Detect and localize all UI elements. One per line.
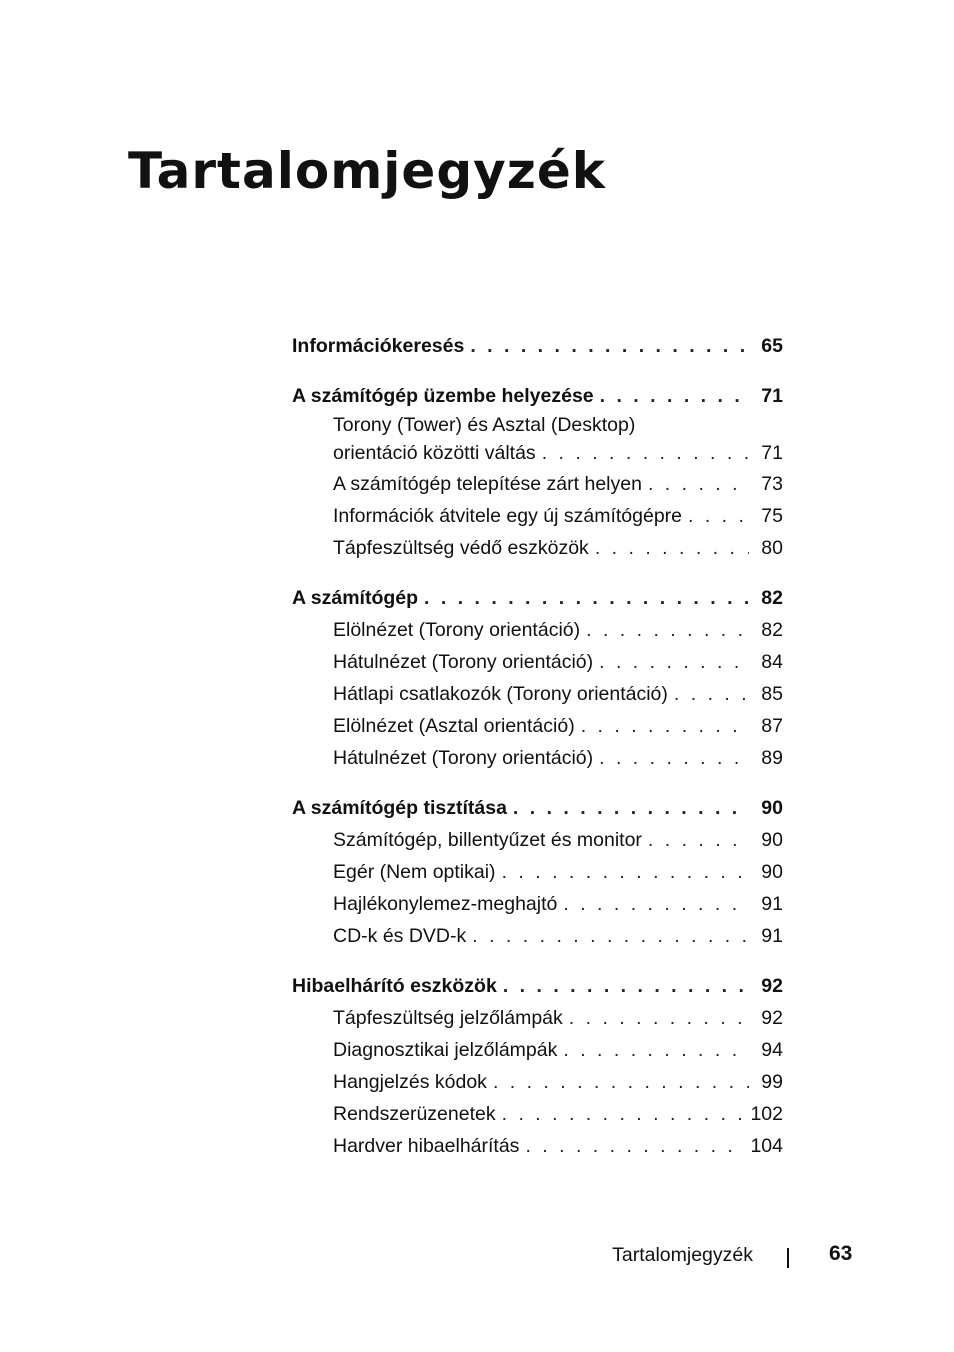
dot-leader [688,500,749,532]
toc-subentry[interactable] [292,532,783,564]
dot-leader [502,1098,745,1130]
toc-page-number: 90 [761,797,783,819]
toc-subentry[interactable] [292,920,783,952]
toc-page-number: 91 [761,925,783,947]
toc-subentry-title: Hátulnézet (Torony orientáció) [333,747,594,769]
dot-leader [648,824,749,856]
toc-chapter-title: A számítógép üzembe helyezése [292,385,594,407]
dot-leader [503,970,749,1002]
toc-page-number: 84 [761,651,783,673]
dot-leader [502,856,749,888]
toc-page-number: 82 [761,619,783,641]
toc-page-number: 104 [750,1135,783,1157]
dot-leader [595,532,749,564]
toc-subentry-title: Számítógép, billentyűzet és monitor [333,829,642,851]
toc-page-number: 92 [761,1007,783,1029]
toc-chapter-title: A számítógép tisztítása [292,797,507,819]
toc-page-number: 89 [761,747,783,769]
footer-separator [787,1248,789,1268]
table-of-contents [292,330,783,1180]
dot-leader [472,920,749,952]
toc-page-number: 91 [761,893,783,915]
dot-leader [674,678,749,710]
dot-leader [599,646,749,678]
dot-leader [569,1002,749,1034]
toc-page-number: 65 [761,335,783,357]
dot-leader [470,330,749,362]
page-title: Tartalomjegyzék [128,142,606,200]
toc-page-number: 90 [761,861,783,883]
toc-subentry[interactable] [292,646,783,678]
toc-subentry[interactable] [292,888,783,920]
toc-chapter-title: A számítógép [292,587,419,609]
toc-chapter-entry[interactable] [292,330,783,362]
dot-leader [493,1066,749,1098]
toc-subentry-title-line1: Torony (Tower) és Asztal (Desktop) [333,414,636,436]
toc-page-number: 92 [761,975,783,997]
dot-leader [563,1034,749,1066]
dot-leader [648,468,749,500]
toc-subentry-title: Elölnézet (Torony orientáció) [333,619,581,641]
toc-section [292,330,783,362]
toc-chapter-entry[interactable] [292,582,783,614]
toc-subentry-title: Diagnosztikai jelzőlámpák [333,1039,558,1061]
toc-section [292,792,783,952]
toc-chapter-entry[interactable] [292,970,783,1002]
toc-subentry[interactable] [292,412,783,468]
toc-subentry-title: CD-k és DVD-k [333,925,467,947]
toc-subentry[interactable] [292,1130,783,1162]
toc-page-number: 73 [761,473,783,495]
toc-chapter-title: Hibaelhárító eszközök [292,975,497,997]
dot-leader [513,792,749,824]
toc-subentry-title: Információk átvitele egy új számítógépre [333,505,683,527]
toc-subentry-title: Hátlapi csatlakozók (Torony orientáció) [333,683,668,705]
page-footer [0,1240,954,1270]
dot-leader [424,582,749,614]
dot-leader [600,380,749,412]
dot-leader [586,614,749,646]
dot-leader [525,1130,744,1162]
toc-subentry[interactable] [292,1066,783,1098]
toc-page-number: 75 [761,505,783,527]
toc-subentry-title: Egér (Nem optikai) [333,861,496,883]
toc-page-number: 80 [761,537,783,559]
toc-subentry-title: Hajlékonylemez-meghajtó [333,893,558,915]
toc-chapter-entry[interactable] [292,380,783,412]
toc-subentry[interactable] [292,1002,783,1034]
toc-page-number: 82 [761,587,783,609]
toc-subentry-title: Tápfeszültség védő eszközök [333,537,589,559]
toc-page-number: 99 [761,1071,783,1093]
footer-page-number: 63 [829,1242,853,1265]
toc-subentry[interactable] [292,742,783,774]
toc-subentry-title: Rendszerüzenetek [333,1103,496,1125]
toc-subentry[interactable] [292,1098,783,1130]
toc-section [292,970,783,1162]
toc-subentry[interactable] [292,500,783,532]
toc-subentry[interactable] [292,710,783,742]
toc-subentry-title: Hátulnézet (Torony orientáció) [333,651,594,673]
dot-leader [581,710,749,742]
toc-subentry-title: Tápfeszültség jelzőlámpák [333,1007,563,1029]
toc-page-number: 94 [761,1039,783,1061]
toc-page-number: 85 [761,683,783,705]
toc-subentry-title: Hangjelzés kódok [333,1071,487,1093]
toc-subentry-title: Elölnézet (Asztal orientáció) [333,715,575,737]
toc-section [292,380,783,564]
toc-subentry-title: orientáció közötti váltás [333,442,536,464]
dot-leader [563,888,749,920]
toc-chapter-title: Információkeresés [292,335,465,357]
toc-subentry[interactable] [292,468,783,500]
toc-section [292,582,783,774]
toc-page-number: 90 [761,829,783,851]
toc-page-number: 102 [750,1103,783,1125]
dot-leader [599,742,749,774]
toc-page-number: 71 [761,385,783,407]
toc-page-number: 87 [761,715,783,737]
toc-page-number: 71 [761,442,783,464]
toc-subentry[interactable] [292,856,783,888]
toc-chapter-entry[interactable] [292,792,783,824]
toc-subentry[interactable] [292,824,783,856]
footer-title: Tartalomjegyzék [612,1244,753,1266]
toc-subentry[interactable] [292,614,783,646]
toc-subentry[interactable] [292,1034,783,1066]
toc-subentry[interactable] [292,678,783,710]
toc-subentry-title: Hardver hibaelhárítás [333,1135,520,1157]
toc-subentry-title: A számítógép telepítése zárt helyen [333,473,642,495]
dot-leader [542,438,749,468]
